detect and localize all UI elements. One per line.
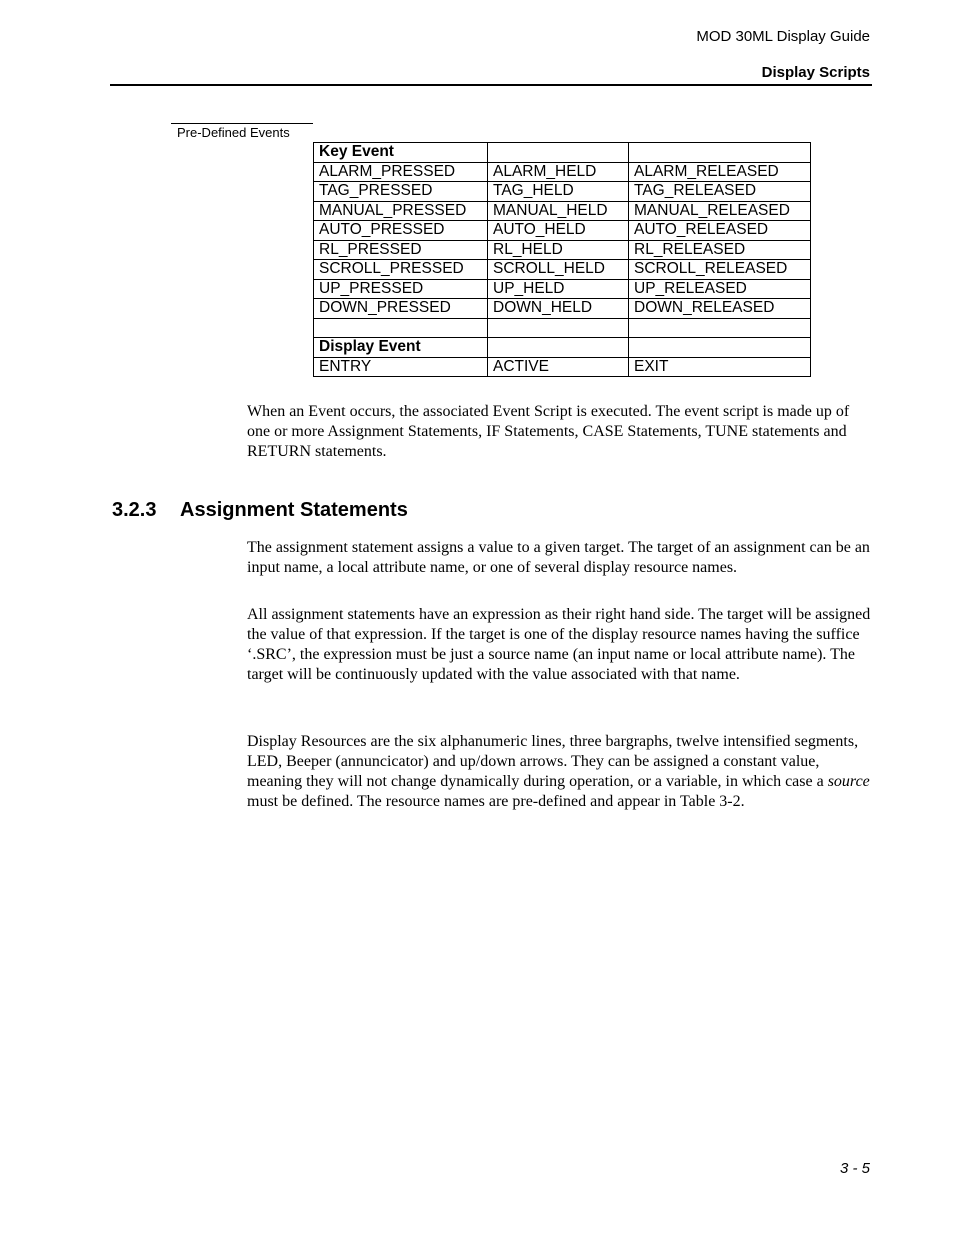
- table-cell: [488, 318, 629, 338]
- table-cell: AUTO_PRESSED: [314, 221, 488, 241]
- table-cell: UP_RELEASED: [629, 279, 811, 299]
- header-rule: [110, 84, 872, 86]
- table-cell: RL_HELD: [488, 240, 629, 260]
- table-caption: Pre-Defined Events: [177, 125, 290, 140]
- table-cell: [629, 338, 811, 358]
- table-cell: ENTRY: [314, 357, 488, 377]
- table-row: [314, 279, 811, 299]
- table-row: [314, 221, 811, 241]
- table-cell: MANUAL_HELD: [488, 201, 629, 221]
- table-cell: [629, 143, 811, 163]
- table-cell: SCROLL_HELD: [488, 260, 629, 280]
- intro-paragraph: When an Event occurs, the associated Event Script is executed. The event script is made up of one or more Assignment Statements, IF Statements, CASE Statements, TUNE statements and RETURN statements.: [247, 403, 850, 460]
- table-cell: EXIT: [629, 357, 811, 377]
- table-cell: [314, 318, 488, 338]
- table-cell: ALARM_PRESSED: [314, 162, 488, 182]
- section-number: 3.2.3: [112, 499, 157, 521]
- table-row: [314, 338, 811, 358]
- table-cell: TAG_HELD: [488, 182, 629, 202]
- table-cell: TAG_PRESSED: [314, 182, 488, 202]
- table-cell: [488, 143, 629, 163]
- page-header-subtitle: Display Scripts: [761, 64, 870, 81]
- table-caption-rule: [171, 123, 313, 124]
- table-cell: AUTO_RELEASED: [629, 221, 811, 241]
- table-row: [314, 240, 811, 260]
- table-cell: [629, 318, 811, 338]
- table-cell: AUTO_HELD: [488, 221, 629, 241]
- table-row: [314, 201, 811, 221]
- table-row: [314, 318, 811, 338]
- table-cell: DOWN_PRESSED: [314, 299, 488, 319]
- table-cell: ALARM_HELD: [488, 162, 629, 182]
- table-cell: [488, 338, 629, 358]
- table-cell: ACTIVE: [488, 357, 629, 377]
- table-cell: DOWN_RELEASED: [629, 299, 811, 319]
- table-cell: ALARM_RELEASED: [629, 162, 811, 182]
- assignment-paragraph-2: All assignment statements have an expression as their right hand side. The target will be assigned the value of that expression. If the target is one of the display resource names having the suffice ‘.SRC’, the expression must be just a source name (an input name or local attribute name). The target will be continuously updated with the value associated with that name.: [247, 606, 871, 683]
- page-header-title: MOD 30ML Display Guide: [696, 28, 870, 45]
- table-cell: UP_PRESSED: [314, 279, 488, 299]
- table-row: [314, 182, 811, 202]
- paragraph-text-start: Display Resources are the six alphanumeric lines, three bargraphs, twelve intensified segments, LED, Beeper (annuncicator) and up/down arrows. They can be assigned a constant value, meaning they will not change dynamically during operation, or a variable, in which case a: [247, 733, 859, 790]
- assignment-paragraph-1: The assignment statement assigns a value to a given target. The target of an assignment can be an input name, a local attribute name, or one of several display resource names.: [247, 539, 870, 576]
- events-table: [313, 142, 811, 377]
- table-row: [314, 299, 811, 319]
- table-cell: RL_PRESSED: [314, 240, 488, 260]
- table-cell: MANUAL_PRESSED: [314, 201, 488, 221]
- page-number: 3 - 5: [839, 1160, 870, 1177]
- table-row: [314, 260, 811, 280]
- table-cell: SCROLL_RELEASED: [629, 260, 811, 280]
- section-heading: [112, 499, 408, 522]
- table-cell: SCROLL_PRESSED: [314, 260, 488, 280]
- paragraph-text-end: must be defined. The resource names are pre-defined and appear in Table 3-2.: [247, 793, 745, 810]
- assignment-paragraph-3: [247, 732, 872, 812]
- table-row: [314, 162, 811, 182]
- table-row: [314, 143, 811, 163]
- section-title: Assignment Statements: [180, 499, 408, 521]
- table-cell: DOWN_HELD: [488, 299, 629, 319]
- table-cell: UP_HELD: [488, 279, 629, 299]
- table-cell: TAG_RELEASED: [629, 182, 811, 202]
- table-cell: Key Event: [314, 143, 488, 163]
- paragraph-text-italic: source: [827, 773, 870, 790]
- table-cell: MANUAL_RELEASED: [629, 201, 811, 221]
- table-cell: RL_RELEASED: [629, 240, 811, 260]
- table-cell: Display Event: [314, 338, 488, 358]
- table-row: [314, 357, 811, 377]
